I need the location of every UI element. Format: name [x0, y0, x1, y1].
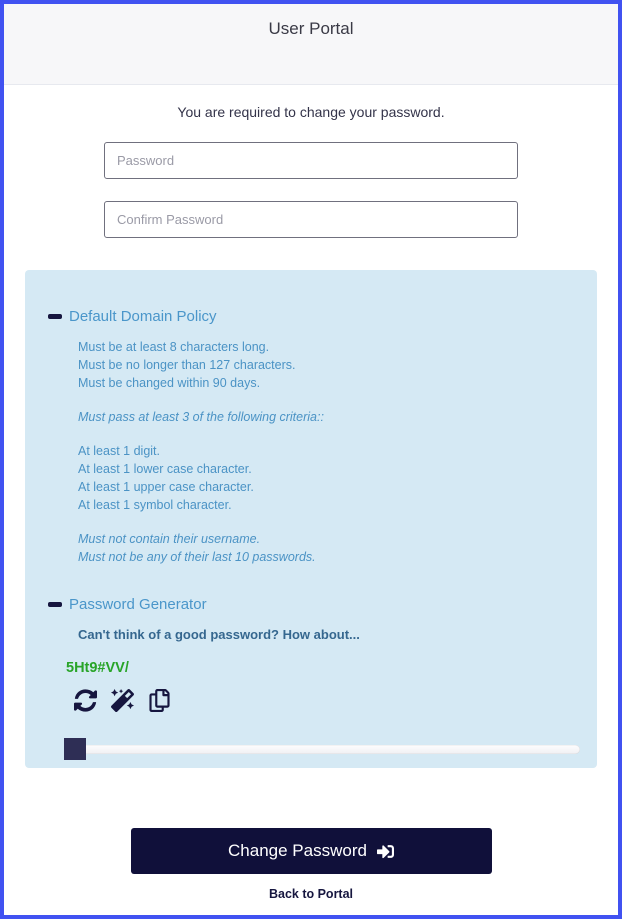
change-password-button[interactable] — [131, 828, 492, 874]
policy-rule: Must not be any of their last 10 passwords. — [78, 550, 316, 564]
generated-password: 5Ht9#VV/ — [66, 660, 129, 676]
confirm-password-input[interactable] — [104, 201, 518, 238]
generator-section-header[interactable] — [48, 596, 574, 613]
spacer — [78, 426, 574, 442]
sign-in-icon — [377, 843, 394, 860]
policy-rule: Must be changed within 90 days. — [78, 376, 261, 390]
back-to-portal-link[interactable]: Back to Portal — [268, 887, 354, 901]
collapse-minus-icon — [48, 602, 62, 607]
password-change-notice: You are required to change your password. — [177, 104, 445, 120]
policy-rule: Must not contain their username. — [78, 532, 261, 546]
copy-icon — [148, 689, 171, 712]
policy-rule: Must be at least 8 characters long. — [78, 340, 270, 354]
spacer — [78, 392, 574, 408]
policy-rule: At least 1 symbol character. — [78, 498, 232, 512]
generator-section-title: Password Generator — [69, 596, 207, 613]
slider-track[interactable] — [64, 745, 580, 754]
policy-rule: Must be no longer than 127 characters. — [78, 358, 296, 372]
password-input[interactable] — [104, 142, 518, 179]
policy-rule: Must pass at least 3 of the following criteria:: — [78, 410, 324, 424]
spacer — [78, 514, 574, 530]
slider-thumb[interactable] — [64, 738, 86, 760]
copy-password-button[interactable] — [146, 688, 172, 712]
policy-section-title: Default Domain Policy — [69, 308, 217, 325]
password-length-slider[interactable] — [64, 738, 580, 760]
policy-rule: At least 1 lower case character. — [78, 462, 252, 476]
change-password-label: Change Password — [228, 841, 367, 860]
regenerate-password-button[interactable] — [72, 688, 98, 712]
page-title: User Portal — [268, 19, 354, 38]
policy-panel — [25, 270, 597, 768]
collapse-minus-icon — [48, 314, 62, 319]
magic-wand-icon — [111, 689, 134, 712]
policy-rule: At least 1 digit. — [78, 444, 160, 458]
policy-rule: At least 1 upper case character. — [78, 480, 254, 494]
policy-section-header[interactable] — [48, 308, 574, 325]
policy-rule-list — [78, 338, 574, 566]
magic-wand-button[interactable] — [109, 688, 135, 712]
generator-toolbar — [72, 688, 574, 712]
refresh-icon — [74, 689, 97, 712]
generator-prompt: Can't think of a good password? How about... — [78, 627, 360, 642]
header — [4, 4, 618, 85]
